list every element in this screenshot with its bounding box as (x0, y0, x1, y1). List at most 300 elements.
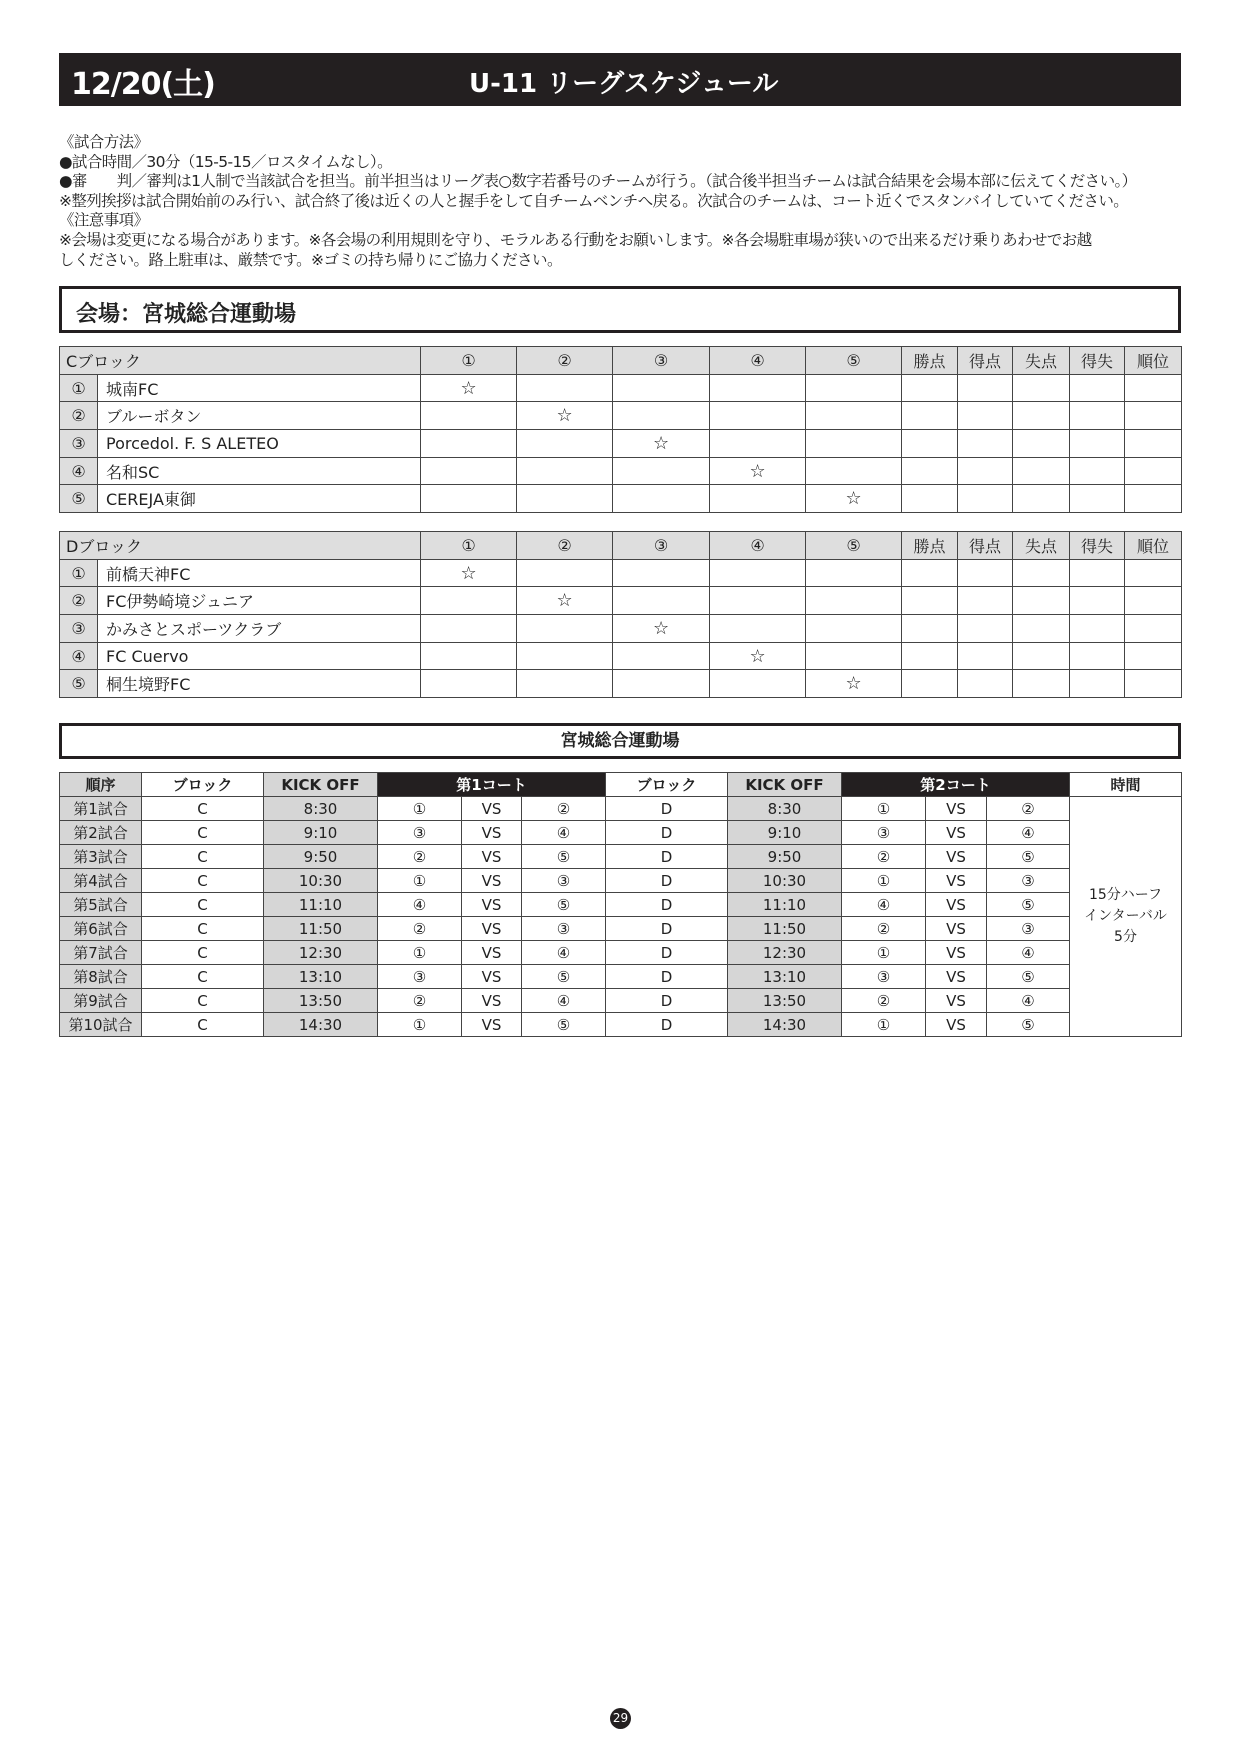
match-order: 第10試合 (60, 1013, 142, 1037)
result-cell (421, 485, 517, 513)
star-icon: ☆ (421, 559, 517, 587)
schedule-table (59, 772, 1182, 1037)
block-d: D (606, 869, 728, 893)
team-b: ⑤ (987, 965, 1070, 989)
result-cell (421, 457, 517, 485)
team-a: ② (842, 845, 926, 869)
column-header: 順位 (1125, 347, 1182, 375)
column-header: ① (421, 347, 517, 375)
kickoff-time: 9:50 (728, 845, 842, 869)
result-cell[interactable] (1125, 374, 1182, 402)
block-c: C (142, 941, 264, 965)
block-d: D (606, 845, 728, 869)
block-c: C (142, 917, 264, 941)
result-cell[interactable] (1013, 559, 1070, 587)
result-cell (421, 587, 517, 615)
result-cell[interactable] (902, 374, 958, 402)
block-c: C (142, 965, 264, 989)
header-kickoff: KICK OFF (728, 773, 842, 797)
kickoff-time: 13:10 (264, 965, 378, 989)
team-name: 前橋天神FC (98, 559, 421, 587)
vs-label: VS (926, 797, 987, 821)
vs-label: VS (926, 893, 987, 917)
result-cell[interactable] (902, 615, 958, 643)
result-cell[interactable] (1070, 457, 1125, 485)
block-c: C (142, 893, 264, 917)
team-row (60, 374, 1182, 402)
vs-label: VS (462, 965, 522, 989)
result-cell[interactable] (1013, 642, 1070, 670)
team-b: ⑤ (987, 893, 1070, 917)
match-row (60, 965, 1182, 989)
team-number: ⑤ (60, 670, 98, 698)
result-cell[interactable] (958, 587, 1013, 615)
kickoff-time: 12:30 (264, 941, 378, 965)
star-icon: ☆ (613, 615, 710, 643)
column-header: 得点 (958, 532, 1013, 560)
team-b: ④ (987, 989, 1070, 1013)
team-a: ① (842, 941, 926, 965)
result-cell[interactable] (958, 559, 1013, 587)
result-cell (806, 559, 902, 587)
team-a: ② (378, 989, 462, 1013)
team-b: ④ (522, 941, 606, 965)
match-row (60, 893, 1182, 917)
vs-label: VS (462, 821, 522, 845)
result-cell (806, 587, 902, 615)
header-title: U-11 リーグスケジュール (469, 69, 779, 99)
team-number: ④ (60, 642, 98, 670)
match-order: 第1試合 (60, 797, 142, 821)
team-a: ③ (378, 965, 462, 989)
result-cell[interactable] (958, 485, 1013, 513)
team-a: ② (842, 917, 926, 941)
team-name: 城南FC (98, 374, 421, 402)
kickoff-time: 13:10 (728, 965, 842, 989)
kickoff-time: 8:30 (728, 797, 842, 821)
team-number: ④ (60, 457, 98, 485)
team-name: FC Cuervo (98, 642, 421, 670)
result-cell[interactable] (1070, 670, 1125, 698)
team-number: ① (60, 374, 98, 402)
team-name: 名和SC (98, 457, 421, 485)
result-cell (710, 485, 806, 513)
result-cell[interactable] (1125, 642, 1182, 670)
block-d: D (606, 1013, 728, 1037)
kickoff-time: 14:30 (728, 1013, 842, 1037)
result-cell[interactable] (1125, 430, 1182, 458)
team-a: ① (378, 797, 462, 821)
result-cell (710, 559, 806, 587)
result-cell (710, 615, 806, 643)
result-cell (613, 642, 710, 670)
result-cell (517, 430, 613, 458)
team-row (60, 485, 1182, 513)
league-table-d (59, 531, 1182, 698)
column-header: 得失 (1070, 532, 1125, 560)
result-cell[interactable] (902, 430, 958, 458)
result-cell (806, 374, 902, 402)
result-cell (613, 485, 710, 513)
result-cell (806, 457, 902, 485)
result-cell[interactable] (1070, 374, 1125, 402)
match-row (60, 1013, 1182, 1037)
result-cell[interactable] (1013, 374, 1070, 402)
column-header: 得失 (1070, 347, 1125, 375)
match-row (60, 845, 1182, 869)
team-a: ② (378, 845, 462, 869)
page-number: 29 (610, 1708, 631, 1729)
team-b: ③ (987, 917, 1070, 941)
notes-line: ●審 判／審判は1人制で当該試合を担当。前半担当はリーグ表○数字若番号のチームが行う。（試合後半担当チームは試合結果を会場本部に伝えてください。） (59, 172, 1137, 191)
result-cell (517, 374, 613, 402)
team-b: ⑤ (522, 1013, 606, 1037)
header-time: 時間 (1070, 773, 1182, 797)
result-cell (517, 670, 613, 698)
result-cell (517, 485, 613, 513)
team-b: ⑤ (522, 845, 606, 869)
team-row (60, 587, 1182, 615)
match-row (60, 869, 1182, 893)
team-row (60, 670, 1182, 698)
result-cell (806, 430, 902, 458)
team-b: ⑤ (987, 845, 1070, 869)
block-d: D (606, 821, 728, 845)
result-cell[interactable] (902, 642, 958, 670)
block-d: D (606, 893, 728, 917)
team-name: CEREJA東御 (98, 485, 421, 513)
result-cell (517, 642, 613, 670)
kickoff-time: 11:50 (264, 917, 378, 941)
kickoff-time: 13:50 (728, 989, 842, 1013)
notes-line: ※会場は変更になる場合があります。※各会場の利用規則を守り、モラルある行動をお願いします。※各会場駐車場が狭いので出来るだけ乗りあわせでお越 (59, 230, 1092, 249)
header-kickoff: KICK OFF (264, 773, 378, 797)
league-header-row (60, 532, 1182, 560)
vs-label: VS (462, 893, 522, 917)
team-a: ① (842, 869, 926, 893)
header-date: 12/20(土) (71, 67, 215, 102)
team-number: ③ (60, 615, 98, 643)
column-header: ③ (613, 347, 710, 375)
block-c: C (142, 989, 264, 1013)
match-order: 第8試合 (60, 965, 142, 989)
column-header: ② (517, 532, 613, 560)
time-note-line: インターバル (1084, 908, 1167, 924)
block-d: D (606, 917, 728, 941)
team-b: ④ (987, 941, 1070, 965)
block-name: Dブロック (60, 532, 421, 560)
result-cell[interactable] (1125, 587, 1182, 615)
notes-line: 《試合方法》 (59, 133, 149, 151)
block-c: C (142, 1013, 264, 1037)
result-cell[interactable] (902, 559, 958, 587)
team-a: ① (378, 1013, 462, 1037)
match-order: 第3試合 (60, 845, 142, 869)
result-cell[interactable] (1125, 670, 1182, 698)
match-order: 第9試合 (60, 989, 142, 1013)
column-header: 勝点 (902, 532, 958, 560)
block-c: C (142, 845, 264, 869)
result-cell (421, 615, 517, 643)
block-d: D (606, 941, 728, 965)
header-order: 順序 (60, 773, 142, 797)
team-b: ④ (522, 989, 606, 1013)
result-cell[interactable] (1125, 457, 1182, 485)
team-number: ③ (60, 430, 98, 458)
page-header (59, 53, 1181, 106)
result-cell (613, 402, 710, 430)
team-number: ② (60, 587, 98, 615)
column-header: ⑤ (806, 347, 902, 375)
result-cell[interactable] (902, 457, 958, 485)
result-cell[interactable] (902, 587, 958, 615)
result-cell[interactable] (1013, 587, 1070, 615)
result-cell[interactable] (1070, 642, 1125, 670)
result-cell[interactable] (1125, 402, 1182, 430)
match-order: 第2試合 (60, 821, 142, 845)
team-a: ④ (842, 893, 926, 917)
result-cell (806, 615, 902, 643)
header-block: ブロック (606, 773, 728, 797)
star-icon: ☆ (710, 642, 806, 670)
venue-title-box (59, 286, 1181, 333)
kickoff-time: 8:30 (264, 797, 378, 821)
result-cell[interactable] (958, 430, 1013, 458)
team-number: ① (60, 559, 98, 587)
kickoff-time: 9:10 (264, 821, 378, 845)
column-header: 失点 (1013, 532, 1070, 560)
team-b: ③ (987, 869, 1070, 893)
team-a: ② (378, 917, 462, 941)
header-block: ブロック (142, 773, 264, 797)
block-d: D (606, 989, 728, 1013)
team-number: ⑤ (60, 485, 98, 513)
result-cell[interactable] (1070, 402, 1125, 430)
result-cell[interactable] (958, 670, 1013, 698)
team-b: ⑤ (522, 965, 606, 989)
team-a: ④ (378, 893, 462, 917)
time-note-line: 15分ハーフ (1088, 887, 1163, 903)
result-cell[interactable] (1125, 559, 1182, 587)
result-cell (710, 587, 806, 615)
vs-label: VS (926, 917, 987, 941)
vs-label: VS (926, 1013, 987, 1037)
team-row (60, 457, 1182, 485)
result-cell (806, 642, 902, 670)
team-row (60, 430, 1182, 458)
column-header: ① (421, 532, 517, 560)
schedule-venue-title: 宮城総合運動場 (560, 731, 680, 751)
team-a: ③ (842, 965, 926, 989)
result-cell (613, 559, 710, 587)
team-name: かみさとスポーツクラブ (98, 615, 421, 643)
league-table-c (59, 346, 1182, 513)
result-cell[interactable] (1013, 402, 1070, 430)
team-number: ② (60, 402, 98, 430)
result-cell[interactable] (1070, 485, 1125, 513)
column-header: 順位 (1125, 532, 1182, 560)
column-header: 得点 (958, 347, 1013, 375)
result-cell[interactable] (958, 642, 1013, 670)
kickoff-time: 14:30 (264, 1013, 378, 1037)
vs-label: VS (926, 989, 987, 1013)
column-header: ③ (613, 532, 710, 560)
vs-label: VS (926, 965, 987, 989)
result-cell[interactable] (958, 615, 1013, 643)
block-c: C (142, 869, 264, 893)
vs-label: VS (462, 1013, 522, 1037)
team-name: FC伊勢崎境ジュニア (98, 587, 421, 615)
column-header: ④ (710, 532, 806, 560)
star-icon: ☆ (613, 430, 710, 458)
match-order: 第4試合 (60, 869, 142, 893)
block-d: D (606, 965, 728, 989)
result-cell[interactable] (902, 485, 958, 513)
time-note-line: 5分 (1114, 929, 1137, 945)
star-icon: ☆ (517, 587, 613, 615)
result-cell (517, 457, 613, 485)
match-order: 第5試合 (60, 893, 142, 917)
vs-label: VS (926, 869, 987, 893)
match-order: 第7試合 (60, 941, 142, 965)
column-header: 勝点 (902, 347, 958, 375)
schedule-venue-box (59, 723, 1181, 759)
team-b: ⑤ (987, 1013, 1070, 1037)
result-cell (710, 430, 806, 458)
vs-label: VS (462, 941, 522, 965)
column-header: ④ (710, 347, 806, 375)
team-a: ③ (378, 821, 462, 845)
notes-line: ●試合時間／30分（15-5-15／ロスタイムなし）。 (59, 152, 392, 171)
team-row (60, 559, 1182, 587)
block-name: Cブロック (60, 347, 421, 375)
team-name: ブルーボタン (98, 402, 421, 430)
kickoff-time: 12:30 (728, 941, 842, 965)
result-cell[interactable] (1013, 430, 1070, 458)
result-cell[interactable] (1013, 670, 1070, 698)
result-cell (613, 457, 710, 485)
notes-line: 《注意事項》 (59, 211, 149, 230)
vs-label: VS (462, 989, 522, 1013)
kickoff-time: 9:10 (728, 821, 842, 845)
team-row (60, 615, 1182, 643)
result-cell (421, 642, 517, 670)
team-b: ② (987, 797, 1070, 821)
team-a: ② (842, 989, 926, 1013)
result-cell (613, 587, 710, 615)
header-court2: 第2コート (842, 773, 1070, 797)
result-cell[interactable] (902, 402, 958, 430)
column-header: 失点 (1013, 347, 1070, 375)
team-b: ② (522, 797, 606, 821)
star-icon: ☆ (517, 402, 613, 430)
column-header: ⑤ (806, 532, 902, 560)
star-icon: ☆ (806, 485, 902, 513)
result-cell (710, 402, 806, 430)
vs-label: VS (926, 941, 987, 965)
vs-label: VS (926, 821, 987, 845)
vs-label: VS (462, 845, 522, 869)
result-cell[interactable] (1125, 485, 1182, 513)
result-cell[interactable] (1070, 430, 1125, 458)
result-cell (613, 670, 710, 698)
vs-label: VS (462, 797, 522, 821)
team-b: ④ (522, 821, 606, 845)
kickoff-time: 10:30 (264, 869, 378, 893)
star-icon: ☆ (421, 374, 517, 402)
team-a: ③ (842, 821, 926, 845)
result-cell[interactable] (1013, 485, 1070, 513)
match-row (60, 941, 1182, 965)
kickoff-time: 11:50 (728, 917, 842, 941)
result-cell (710, 670, 806, 698)
team-row (60, 402, 1182, 430)
kickoff-time: 11:10 (264, 893, 378, 917)
team-name: Porcedol. F. S ALETEO (98, 430, 421, 458)
team-a: ① (842, 1013, 926, 1037)
team-b: ④ (987, 821, 1070, 845)
vs-label: VS (462, 869, 522, 893)
vs-label: VS (462, 917, 522, 941)
result-cell[interactable] (1070, 615, 1125, 643)
team-b: ③ (522, 869, 606, 893)
notes (59, 133, 1189, 270)
result-cell[interactable] (958, 374, 1013, 402)
match-order: 第6試合 (60, 917, 142, 941)
block-c: C (142, 821, 264, 845)
team-row (60, 642, 1182, 670)
match-row (60, 989, 1182, 1013)
notes-line: ※整列挨拶は試合開始前のみ行い、試合終了後は近くの人と握手をして自チームベンチへ戻る。次試合のチームは、コート近くでスタンバイしていてください。 (59, 191, 1129, 210)
result-cell (421, 402, 517, 430)
match-row (60, 797, 1182, 821)
result-cell[interactable] (958, 402, 1013, 430)
result-cell (421, 670, 517, 698)
match-row (60, 917, 1182, 941)
notes-line: しください。路上駐車は、厳禁です。※ゴミの持ち帰りにご協力ください。 (59, 250, 562, 269)
result-cell (710, 374, 806, 402)
result-cell (517, 615, 613, 643)
result-cell[interactable] (1070, 587, 1125, 615)
kickoff-time: 11:10 (728, 893, 842, 917)
result-cell[interactable] (1125, 615, 1182, 643)
match-row (60, 821, 1182, 845)
result-cell (517, 559, 613, 587)
kickoff-time: 9:50 (264, 845, 378, 869)
block-c: C (142, 797, 264, 821)
team-name: 桐生境野FC (98, 670, 421, 698)
result-cell[interactable] (1013, 615, 1070, 643)
result-cell (806, 402, 902, 430)
team-b: ③ (522, 917, 606, 941)
block-d: D (606, 797, 728, 821)
result-cell (421, 430, 517, 458)
vs-label: VS (926, 845, 987, 869)
result-cell[interactable] (958, 457, 1013, 485)
star-icon: ☆ (806, 670, 902, 698)
result-cell[interactable] (1013, 457, 1070, 485)
result-cell[interactable] (902, 670, 958, 698)
header-court1: 第1コート (378, 773, 606, 797)
team-a: ① (378, 941, 462, 965)
kickoff-time: 13:50 (264, 989, 378, 1013)
column-header: ② (517, 347, 613, 375)
kickoff-time: 10:30 (728, 869, 842, 893)
team-b: ⑤ (522, 893, 606, 917)
team-a: ① (842, 797, 926, 821)
result-cell[interactable] (1070, 559, 1125, 587)
star-icon: ☆ (710, 457, 806, 485)
